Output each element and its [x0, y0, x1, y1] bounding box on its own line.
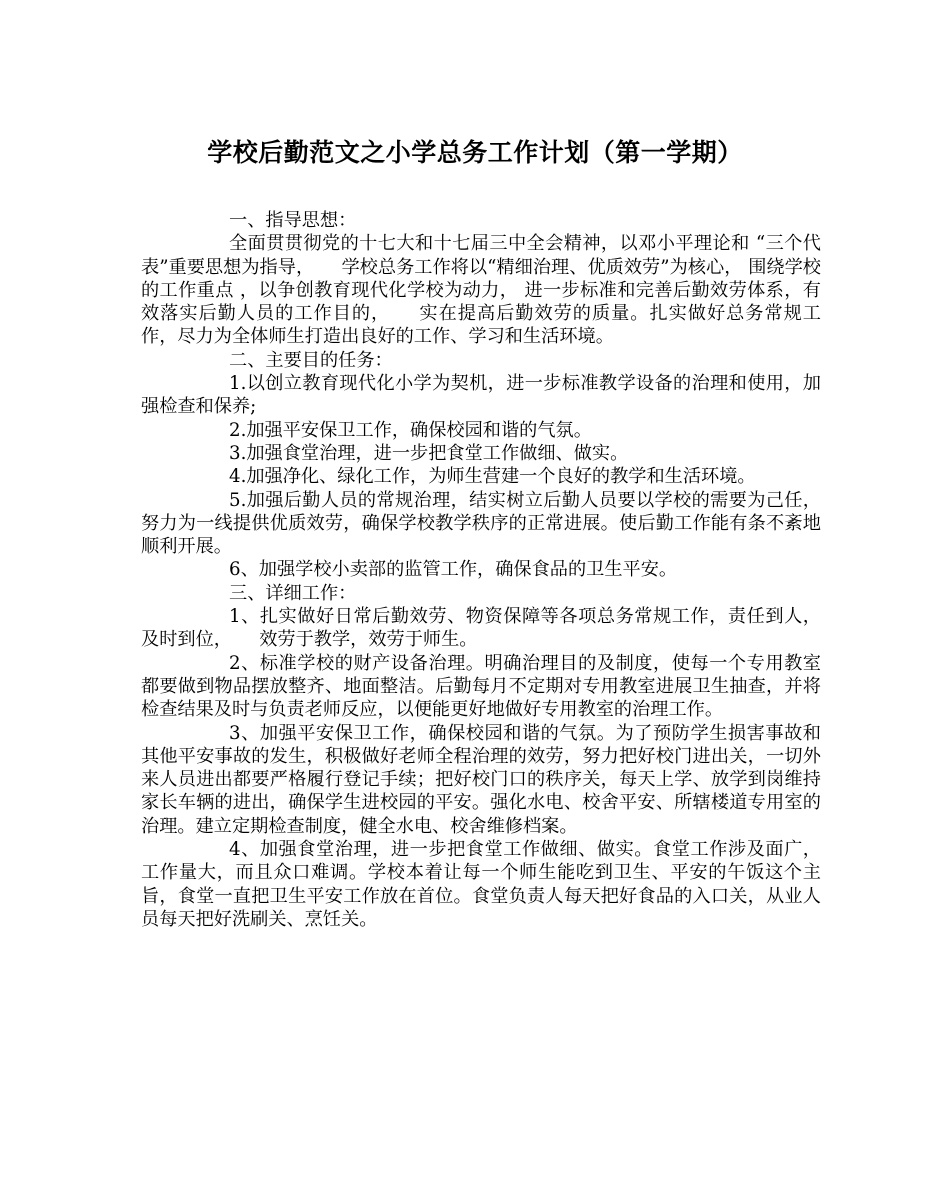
- task-item-6: 6、加强学校小卖部的监管工作，确保食品的卫生平安。: [229, 559, 678, 581]
- work-item-1: 1、扎实做好日常后勤效劳、物资保障等各项总务常规工作，责任到人，及时到位， 效劳于教学，效劳于师生。: [141, 606, 821, 651]
- heading-detailed-work: 三、详细工作：: [229, 582, 357, 604]
- paragraph-guiding-ideology: 全面贯贯彻党的十七大和十七届三中全会精神，以邓小平理论和 “三个代表”重要思想为指导， 学校总务工作将以“精细治理、优质效劳”为核心， 围绕学校的工作重点 ，以争创教育现代化学校为动力， 进一步标准和完善后勤效劳体系，有效落实后勤人员的工作目的， 实在提高后勤效劳的质量。扎实做好总务常规工作，尽力为全体师生打造出良好的工作、学习和生活环境。: [141, 233, 821, 348]
- task-item-1: 1.以创立教育现代化小学为契机，进一步标准教学设备的治理和使用，加强检查和保养;: [141, 373, 821, 418]
- work-item-3: 3、加强平安保卫工作，确保校园和谐的气氛。为了预防学生损害事故和其他平安事故的发生，积极做好老师全程治理的效劳，努力把好校门进出关，一切外来人员进出都要严格履行登记手续；把好校门口的秩序关，每天上学、放学到岗维持家长车辆的进出，确保学生进校园的平安。强化水电、校舍平安、所辖楼道专用室的治理。建立定期检查制度，健全水电、校舍维修档案。: [141, 722, 821, 837]
- work-item-2: 2、标准学校的财产设备治理。明确治理目的及制度，使每一个专用教室都要做到物品摆放整齐、地面整洁。后勤每月不定期对专用教室进展卫生抽查，并将检查结果及时与负责老师反应，以便能更好地做好专用教室的治理工作。: [141, 652, 821, 721]
- heading-guiding-ideology: 一、指导思想：: [229, 210, 357, 231]
- task-item-2: 2.加强平安保卫工作，确保校园和谐的气氛。: [229, 419, 592, 441]
- work-item-4: 4、加强食堂治理，进一步把食堂工作做细、做实。食堂工作涉及面广，工作量大，而且众口难调。学校本着让每一个师生能吃到卫生、平安的午饭这个主旨，食堂一直把卫生平安工作放在首位。食堂负责人每天把好食品的入口关，从业人员每天把好洗刷关、烹饪关。: [141, 839, 821, 930]
- task-item-4: 4.加强净化、绿化工作，为师生营建一个良好的教学和生活环境。: [229, 466, 756, 488]
- task-item-5: 5.加强后勤人员的常规治理，结实树立后勤人员要以学校的需要为己任，努力为一线提供优质效劳，确保学校教学秩序的正常进展。使后勤工作能有条不紊地顺利开展。: [141, 489, 821, 558]
- heading-main-tasks: 二、主要目的任务：: [229, 349, 393, 371]
- task-item-3: 3.加强食堂治理，进一步把食堂工作做细、做实。: [229, 442, 629, 464]
- document-title: 学校后勤范文之小学总务工作计划（第一学期）: [207, 138, 743, 167]
- document-body: [141, 209, 821, 931]
